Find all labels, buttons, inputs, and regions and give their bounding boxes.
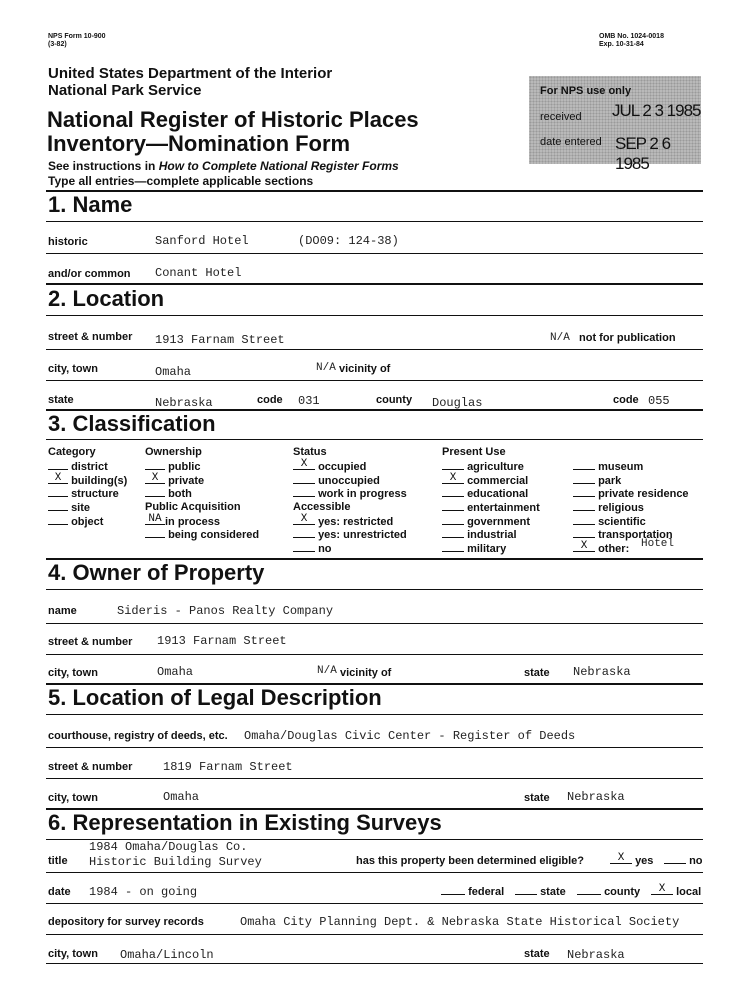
state-code-value[interactable]: 031 — [298, 394, 320, 408]
section-1-heading: 1. Name — [48, 192, 133, 217]
not-for-publication-label: not for publication — [579, 332, 676, 344]
option-other[interactable]: X other: — [573, 542, 689, 556]
option-commercial[interactable]: X commercial — [442, 474, 540, 488]
service-name: National Park Service — [48, 82, 202, 99]
owner-vicinity-label: vicinity of — [340, 667, 392, 679]
option-private-residence[interactable]: private residence — [573, 487, 689, 501]
department-name: United States Department of the Interior — [48, 65, 333, 82]
category-list — [48, 460, 127, 528]
divider — [46, 190, 703, 192]
survey-title-value-line2[interactable]: Historic Building Survey — [89, 855, 262, 869]
omb-number: OMB No. 1024-0018 — [599, 33, 664, 40]
divider — [46, 778, 703, 779]
vicinity-label: vicinity of — [339, 363, 391, 375]
option-religious[interactable]: religious — [573, 501, 689, 515]
divider — [46, 253, 703, 254]
section-4-heading: 4. Owner of Property — [48, 560, 265, 585]
legal-street-value[interactable]: 1819 Farnam Street — [163, 760, 293, 774]
present-use-list-1 — [442, 460, 540, 556]
survey-date-value[interactable]: 1984 - on going — [89, 885, 198, 899]
option-park[interactable]: park — [573, 474, 689, 488]
category-title: Category — [48, 446, 96, 458]
instructions-line1: See instructions in How to Complete National Register Forms — [48, 159, 399, 173]
state-label: state — [48, 394, 74, 406]
form-title-line1: National Register of Historic Places — [47, 107, 419, 132]
city-value[interactable]: Omaha — [155, 365, 192, 379]
eligible-no-option[interactable]: no — [664, 854, 703, 867]
city-label: city, town — [48, 363, 98, 375]
ownership-list — [145, 460, 259, 542]
owner-street-value[interactable]: 1913 Farnam Street — [157, 634, 287, 648]
option-object[interactable]: object — [48, 515, 127, 529]
section-6-heading: 6. Representation in Existing Surveys — [48, 810, 442, 835]
entered-stamp: SEP 2 6 1985 — [615, 134, 671, 173]
legal-state-label: state — [524, 792, 550, 804]
nps-use-stamp — [529, 76, 701, 173]
divider — [46, 315, 703, 316]
divider — [46, 283, 703, 285]
owner-vicinity-mark[interactable]: N/A — [317, 665, 337, 677]
eligible-question: has this property been determined eligible? — [356, 855, 584, 867]
divider — [46, 872, 703, 873]
survey-title-label: title — [48, 855, 68, 867]
historic-label: historic — [48, 236, 88, 248]
survey-title-value-line1[interactable]: 1984 Omaha/Douglas Co. — [89, 840, 248, 854]
ownership-title: Ownership — [145, 446, 202, 458]
vicinity-mark[interactable]: N/A — [316, 362, 336, 374]
divider — [46, 380, 703, 381]
instructions-line2: Type all entries—complete applicable sections — [48, 174, 314, 188]
common-name-value[interactable]: Conant Hotel — [155, 266, 242, 280]
eligible-yes-option[interactable]: X yes — [610, 854, 653, 867]
option-public[interactable]: public — [145, 460, 259, 474]
option-no[interactable]: no — [293, 542, 407, 556]
option-in-process[interactable]: NA in process — [145, 515, 259, 529]
divider — [46, 439, 703, 440]
option-military[interactable]: military — [442, 542, 540, 556]
option-entertainment[interactable]: entertainment — [442, 501, 540, 515]
county-code-value[interactable]: 055 — [648, 394, 670, 408]
form-date: (3-82) — [48, 41, 67, 48]
survey-city-label: city, town — [48, 948, 98, 960]
status-title: Status — [293, 446, 327, 458]
option-district[interactable]: district — [48, 460, 127, 474]
status-list — [293, 460, 407, 556]
present-use-title: Present Use — [442, 446, 506, 458]
divider — [46, 714, 703, 715]
option-buildings[interactable]: X building(s) — [48, 474, 127, 488]
form-number: NPS Form 10-900 — [48, 33, 106, 40]
option-being-considered[interactable]: being considered — [145, 528, 259, 542]
historic-code-value: (DO09: 124-38) — [298, 234, 399, 248]
section-5-heading: 5. Location of Legal Description — [48, 685, 382, 710]
survey-local-option[interactable]: X local — [651, 885, 701, 898]
state-value[interactable]: Nebraska — [155, 396, 213, 410]
nps-use-label: For NPS use only — [540, 85, 632, 97]
survey-state-value[interactable]: Nebraska — [567, 948, 625, 962]
accessible-title: Accessible — [293, 501, 351, 514]
legal-state-value[interactable]: Nebraska — [567, 790, 625, 804]
street-value[interactable]: 1913 Farnam Street — [155, 333, 285, 347]
survey-county-option[interactable]: county — [577, 885, 640, 898]
option-yes-unrestricted[interactable]: yes: unrestricted — [293, 528, 407, 542]
survey-state-option[interactable]: state — [515, 885, 566, 898]
owner-name-value[interactable]: Sideris - Panos Realty Company — [117, 604, 334, 618]
depository-value[interactable]: Omaha City Planning Dept. & Nebraska State Historical Society — [240, 915, 680, 929]
not-for-publication-mark[interactable]: N/A — [550, 332, 570, 344]
divider — [46, 654, 703, 655]
legal-city-label: city, town — [48, 792, 98, 804]
public-acquisition-title: Public Acquisition — [145, 501, 241, 514]
county-code-label: code — [613, 394, 639, 406]
form-title-line2: Inventory—Nomination Form — [47, 131, 351, 156]
divider — [46, 903, 703, 904]
survey-city-value[interactable]: Omaha/Lincoln — [120, 948, 214, 962]
divider — [46, 623, 703, 624]
owner-city-value[interactable]: Omaha — [157, 665, 194, 679]
option-structure[interactable]: structure — [48, 487, 127, 501]
option-industrial[interactable]: industrial — [442, 528, 540, 542]
option-yes-restricted[interactable]: X yes: restricted — [293, 515, 407, 529]
option-occupied[interactable]: X occupied — [293, 460, 407, 474]
option-work-in-progress[interactable]: work in progress — [293, 487, 407, 501]
owner-city-label: city, town — [48, 667, 98, 679]
street-label: street & number — [48, 331, 133, 343]
received-label: received — [540, 111, 582, 123]
county-label: county — [376, 394, 413, 406]
option-museum[interactable]: museum — [573, 460, 689, 474]
divider — [46, 349, 703, 350]
historic-name-value[interactable]: Sanford Hotel — [155, 234, 249, 248]
section-3-heading: 3. Classification — [48, 411, 216, 436]
expiration-date: Exp. 10-31-84 — [599, 41, 644, 48]
legal-city-value[interactable]: Omaha — [163, 790, 200, 804]
courthouse-value[interactable]: Omaha/Douglas Civic Center - Register of Deeds — [244, 729, 576, 743]
owner-street-label: street & number — [48, 636, 133, 648]
owner-state-label: state — [524, 667, 550, 679]
state-code-label: code — [257, 394, 283, 406]
divider — [46, 221, 703, 222]
divider — [46, 747, 703, 748]
survey-state-label: state — [524, 948, 550, 960]
option-agriculture[interactable]: agriculture — [442, 460, 540, 474]
option-site[interactable]: site — [48, 501, 127, 515]
section-2-heading: 2. Location — [48, 286, 165, 311]
divider — [46, 934, 703, 935]
option-transportation[interactable]: transportation — [573, 528, 689, 542]
survey-date-label: date — [48, 886, 71, 898]
received-stamp: JUL 2 3 1985 — [612, 101, 701, 120]
survey-federal-option[interactable]: federal — [441, 885, 504, 898]
owner-state-value[interactable]: Nebraska — [573, 665, 631, 679]
common-name-label: and/or common — [48, 268, 131, 280]
date-entered-label: date entered — [540, 136, 602, 148]
depository-label: depository for survey records — [48, 916, 204, 928]
option-unoccupied[interactable]: unoccupied — [293, 474, 407, 488]
option-private[interactable]: X private — [145, 474, 259, 488]
owner-name-label: name — [48, 605, 77, 617]
option-government[interactable]: government — [442, 515, 540, 529]
divider — [46, 589, 703, 590]
option-both[interactable]: both — [145, 487, 259, 501]
option-scientific[interactable]: scientific — [573, 515, 689, 529]
courthouse-label: courthouse, registry of deeds, etc. — [48, 730, 228, 742]
divider — [46, 963, 703, 964]
option-educational[interactable]: educational — [442, 487, 540, 501]
legal-street-label: street & number — [48, 761, 133, 773]
county-value[interactable]: Douglas — [432, 396, 483, 410]
other-use-value[interactable]: Hotel — [641, 538, 675, 550]
